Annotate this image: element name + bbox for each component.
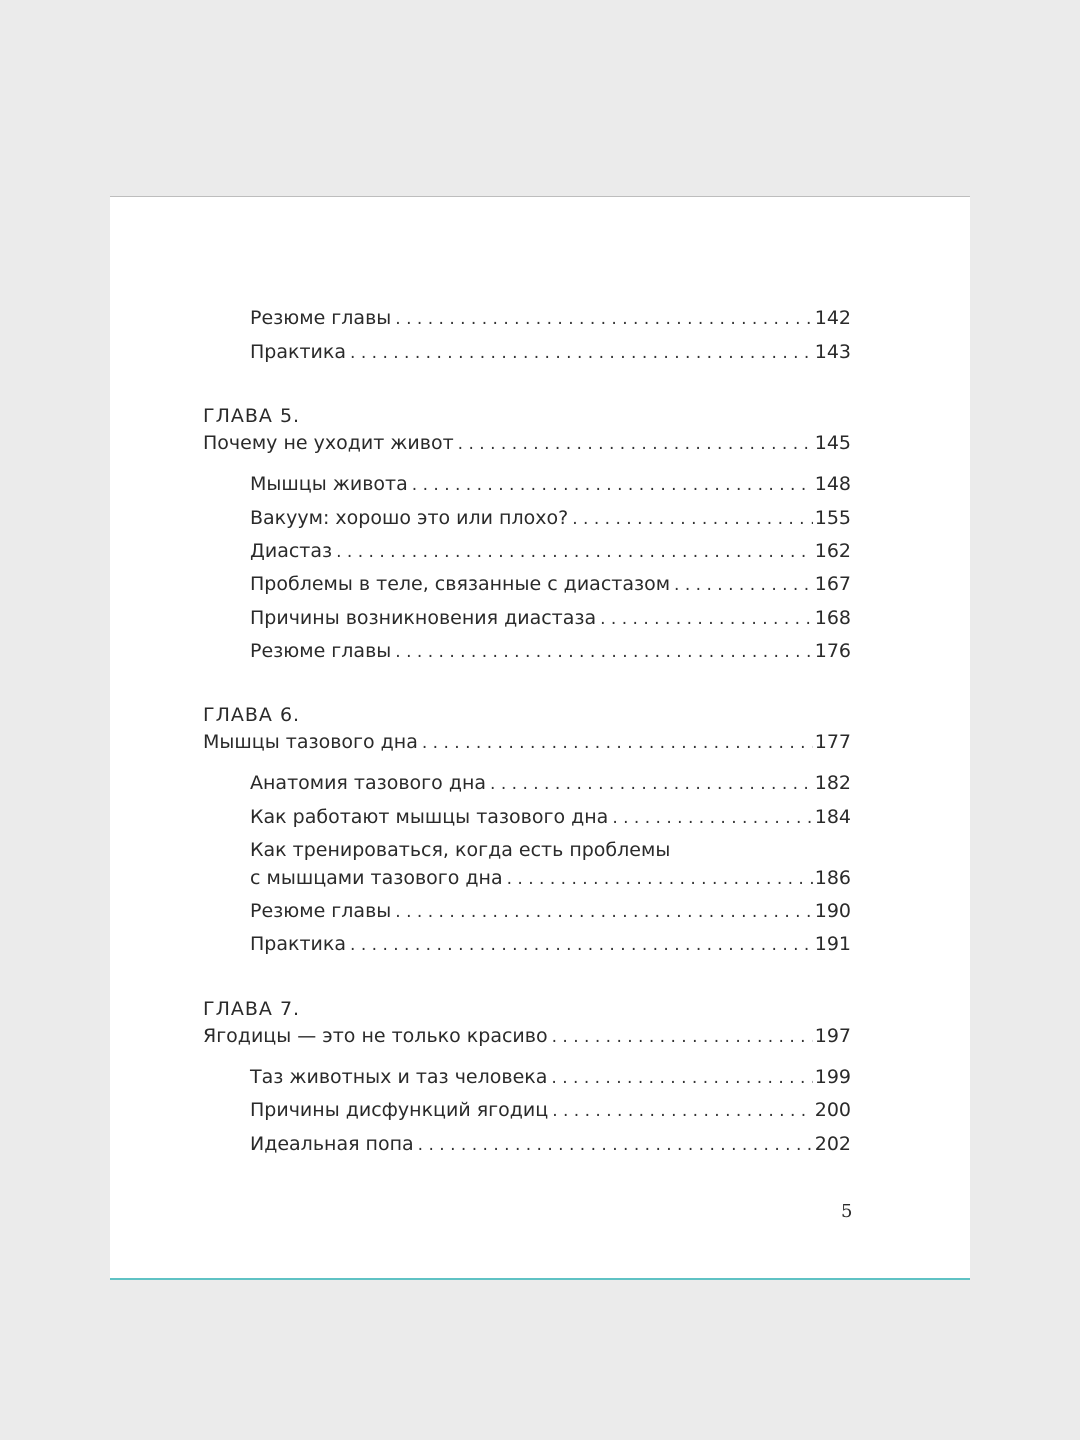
toc-entry-title: Причины возникновения диастаза — [250, 607, 597, 629]
chapter-page: 197 — [814, 1025, 851, 1047]
toc-entry-title: Практика — [250, 341, 347, 363]
toc-entry-title: Анатомия тазового дна — [250, 772, 487, 794]
leader-dots — [336, 540, 813, 564]
toc-entry — [250, 932, 851, 957]
leader-dots — [572, 507, 813, 531]
toc-entry-title: с мышцами тазового дна — [250, 867, 503, 889]
leader-dots — [552, 1025, 813, 1049]
leader-dots — [350, 341, 813, 365]
leader-dots — [412, 473, 813, 497]
toc-entry-title: Мышцы живота — [250, 473, 408, 495]
toc-entry — [250, 306, 851, 331]
toc-entry-page: 200 — [814, 1099, 851, 1121]
leader-dots — [612, 806, 812, 830]
toc-entry — [250, 866, 851, 891]
chapter-title-entry — [203, 730, 851, 755]
toc-entry-title: Причины дисфункций ягодиц — [250, 1099, 549, 1121]
leader-dots — [490, 772, 813, 796]
chapter-title-entry — [203, 431, 851, 456]
toc-entry-page: 143 — [814, 341, 851, 363]
leader-dots — [395, 900, 812, 924]
leader-dots — [551, 1066, 812, 1090]
toc-entry-page: 168 — [814, 607, 851, 629]
bottom-accent-rule — [110, 1278, 970, 1280]
toc-entry-page: 182 — [814, 772, 851, 794]
toc-entry-title: Как работают мышцы тазового дна — [250, 806, 609, 828]
leader-dots — [350, 933, 813, 957]
toc-entry-title: Диастаз — [250, 540, 333, 562]
toc-entry — [250, 539, 851, 564]
toc-entry-title-line1: Как тренироваться, когда есть проблемы — [250, 839, 671, 861]
toc-entry-title: Резюме главы — [250, 640, 392, 662]
toc-entry — [250, 340, 851, 365]
toc-entry — [250, 771, 851, 796]
toc-entry-title: Идеальная попа — [250, 1133, 414, 1155]
toc-entry — [250, 572, 851, 597]
chapter-label: ГЛАВА 5. — [203, 405, 301, 427]
leader-dots — [600, 607, 813, 631]
toc-entry-page: 191 — [814, 933, 851, 955]
toc-entry-page: 186 — [814, 867, 851, 889]
leader-dots — [552, 1099, 813, 1123]
toc-entry — [250, 899, 851, 924]
chapter-title: Почему не уходит живот — [203, 432, 454, 454]
toc-entry-page: 142 — [814, 307, 851, 329]
toc-entry — [250, 1098, 851, 1123]
toc-entry-page: 176 — [814, 640, 851, 662]
toc-entry-title: Практика — [250, 933, 347, 955]
chapter-label: ГЛАВА 7. — [203, 998, 301, 1020]
toc-entry-title: Проблемы в теле, связанные с диастазом — [250, 573, 671, 595]
leader-dots — [507, 867, 813, 891]
leader-dots — [674, 573, 813, 597]
leader-dots — [422, 731, 813, 755]
toc-entry — [250, 506, 851, 531]
leader-dots — [395, 640, 812, 664]
toc-entry-page: 148 — [814, 473, 851, 495]
toc-entry — [250, 639, 851, 664]
leader-dots — [418, 1133, 813, 1157]
toc-entry-title: Таз животных и таз человека — [250, 1066, 548, 1088]
page-number: 5 — [841, 1201, 853, 1222]
toc-entry — [250, 805, 851, 830]
toc-entry — [250, 606, 851, 631]
toc-entry-page: 162 — [814, 540, 851, 562]
chapter-page: 177 — [814, 731, 851, 753]
chapter-label: ГЛАВА 6. — [203, 704, 301, 726]
toc-entry-page: 155 — [814, 507, 851, 529]
chapter-title: Ягодицы — это не только красиво — [203, 1025, 548, 1047]
toc-entry — [250, 1132, 851, 1157]
chapter-title-entry — [203, 1024, 851, 1049]
book-page — [110, 196, 970, 1280]
toc-entry-title: Резюме главы — [250, 900, 392, 922]
toc-entry-page: 199 — [814, 1066, 851, 1088]
leader-dots — [395, 307, 812, 331]
toc-entry-title: Вакуум: хорошо это или плохо? — [250, 507, 569, 529]
toc-entry-page: 202 — [814, 1133, 851, 1155]
toc-entry-page: 167 — [814, 573, 851, 595]
toc-entry-title: Резюме главы — [250, 307, 392, 329]
toc-entry — [250, 472, 851, 497]
chapter-title: Мышцы тазового дна — [203, 731, 418, 753]
toc-entry-page: 190 — [814, 900, 851, 922]
toc-entry-page: 184 — [814, 806, 851, 828]
chapter-page: 145 — [814, 432, 851, 454]
toc-entry — [250, 1065, 851, 1090]
leader-dots — [458, 432, 813, 456]
